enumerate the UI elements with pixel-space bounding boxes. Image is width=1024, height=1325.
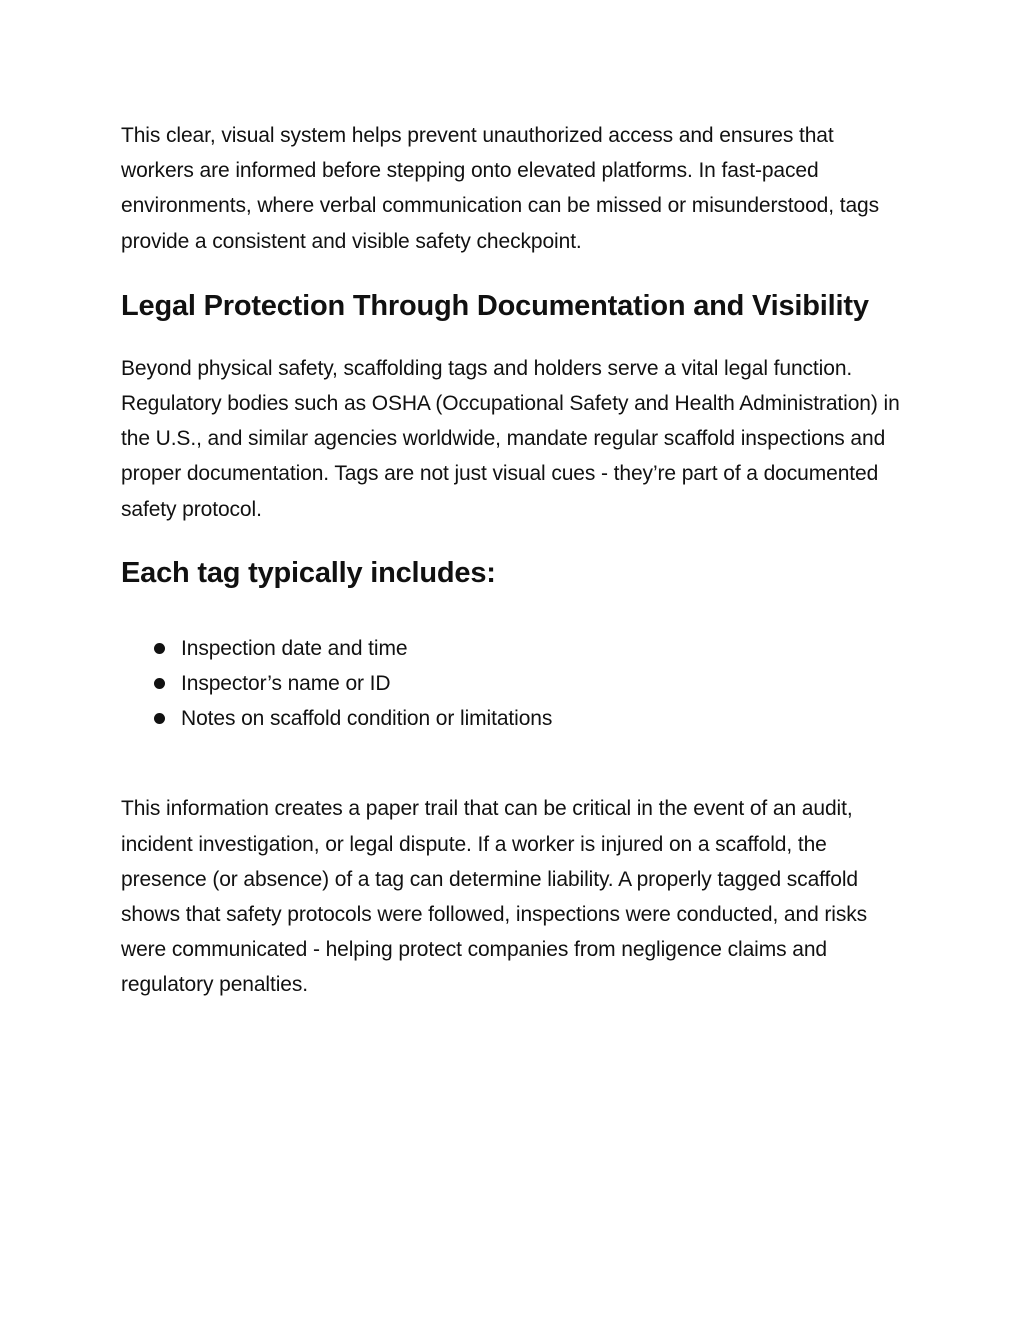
list-item <box>121 666 911 701</box>
tag-includes-heading: Each tag typically includes: <box>121 556 496 589</box>
bullet-icon <box>154 643 165 654</box>
intro-paragraph: This clear, visual system helps prevent unauthorized access and ensures that workers are informed before stepping onto elevated platforms. In fast-paced environments, where verbal communication can be missed or misunderstood, tags provide a consistent and visible safety checkpoint. <box>121 124 880 253</box>
list-item-text: Inspection date and time <box>181 636 408 660</box>
bullet-icon <box>154 678 165 689</box>
legal-paragraph: Beyond physical safety, scaffolding tags and holders serve a vital legal function. Regulatory bodies such as OSHA (Occupational Safety and Health Administration) in the U.S., and similar agencies worldwide, mandate regular scaffold inspections and proper documentation. Tags are not just visual cues - they’re part of a documented safety protocol. <box>121 356 900 521</box>
document-page <box>121 118 911 1003</box>
legal-protection-heading: Legal Protection Through Documentation and Visibility <box>121 289 869 322</box>
list-item-text: Inspector’s name or ID <box>181 672 391 696</box>
list-item <box>121 631 911 666</box>
paper-trail-paragraph: This information creates a paper trail that can be critical in the event of an audit, incident investigation, or legal dispute. If a worker is injured on a scaffold, the presence (or absence) of a tag can determine liability. A properly tagged scaffold shows that safety protocols were followed, inspections were conducted, and risks were communicated - helping protect companies from negligence claims and regulatory penalties. <box>121 797 868 997</box>
tag-includes-list <box>121 631 911 737</box>
bullet-icon <box>154 713 165 724</box>
list-item <box>121 701 911 736</box>
list-item-text: Notes on scaffold condition or limitations <box>181 707 553 731</box>
